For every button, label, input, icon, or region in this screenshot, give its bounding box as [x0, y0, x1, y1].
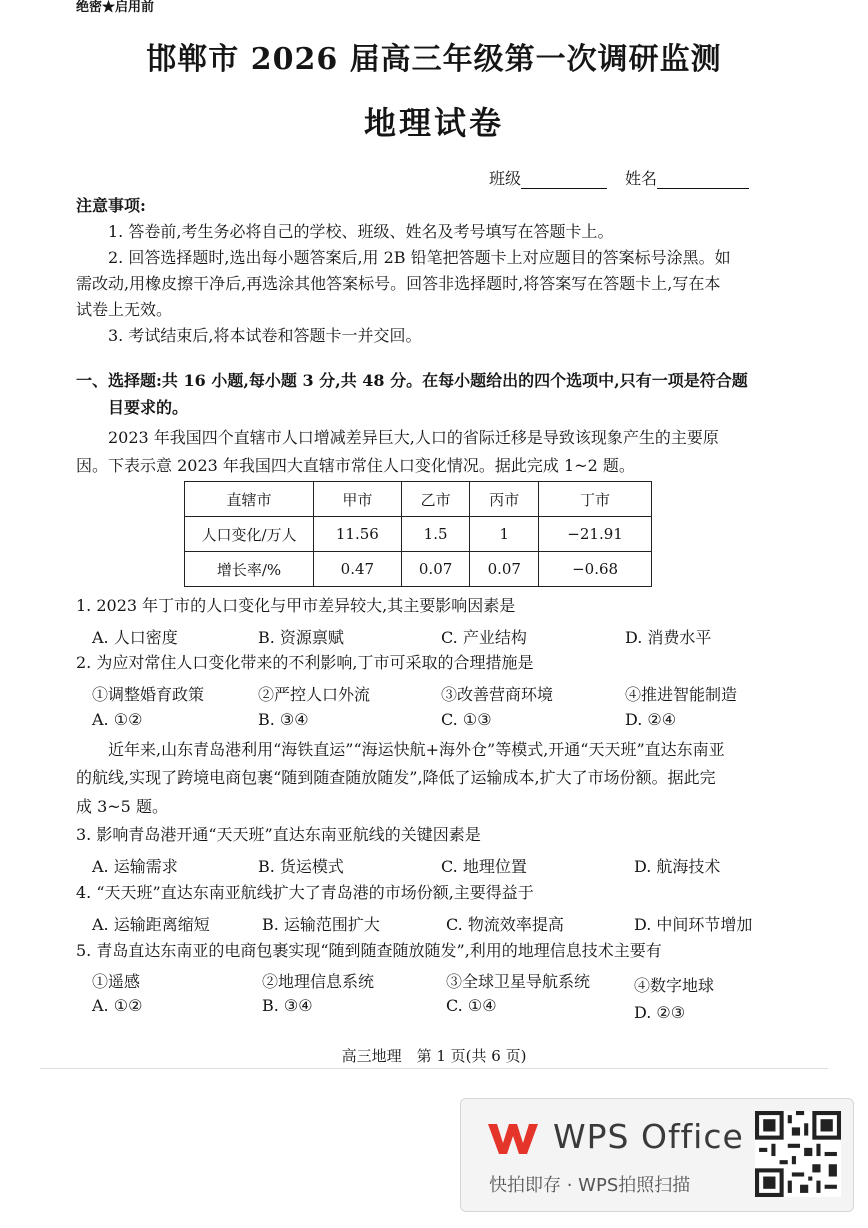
- q2-statement-2: ②严控人口外流: [258, 685, 371, 704]
- note-item-1: 1. 答卷前,考生务必将自己的学校、班级、姓名及考号填写在答题卡上。: [108, 222, 614, 241]
- name-field: [625, 166, 749, 189]
- wps-brand-name: WPS Office: [553, 1117, 744, 1156]
- table-cell: 增长率/%: [185, 552, 314, 587]
- exam-title: 邯郸市 2026 届高三年级第一次调研监测: [146, 42, 722, 77]
- table-cell: 人口变化/万人: [185, 517, 314, 552]
- q1-option-c: C. 产业结构: [441, 628, 527, 647]
- q3-option-d: D. 航海技术: [634, 857, 721, 876]
- q3-stem: 3. 影响青岛港开通“天天班”直达东南亚航线的关键因素是: [76, 825, 481, 844]
- q4-stem: 4. “天天班”直达东南亚航线扩大了青岛港的市场份额,主要得益于: [76, 883, 534, 902]
- table-cell: −21.91: [539, 517, 652, 552]
- population-table: [184, 481, 652, 587]
- table-header-cell: 丁市: [539, 482, 652, 517]
- table-header-row: [185, 482, 652, 517]
- class-blank: [521, 169, 607, 189]
- table-cell: 0.47: [314, 552, 402, 587]
- q3-option-c: C. 地理位置: [441, 857, 527, 876]
- q3-option-b: B. 货运模式: [258, 857, 344, 876]
- q5-statement-2: ②地理信息系统: [262, 972, 375, 991]
- q5-option-c: C. ①④: [446, 996, 497, 1015]
- table-header-cell: 丙市: [470, 482, 539, 517]
- q5-option-a: A. ①②: [92, 996, 143, 1015]
- passage2-line3: 成 3~5 题。: [76, 797, 168, 816]
- subject-title: 地理试卷: [363, 104, 504, 142]
- q4-option-d: D. 中间环节增加: [634, 915, 753, 934]
- page-divider: [40, 1068, 828, 1069]
- page-footer: 高三地理 第 1 页(共 6 页): [341, 1047, 527, 1065]
- wps-logo-icon: [485, 1119, 541, 1159]
- q2-option-d: D. ②④: [625, 710, 677, 729]
- q1-option-a: A. 人口密度: [92, 628, 178, 647]
- class-label: 班级: [489, 169, 522, 188]
- q1-option-d: D. 消费水平: [625, 628, 712, 647]
- q5-option-d: D. ②③: [634, 1003, 686, 1022]
- q4-option-a: A. 运输距离缩短: [92, 915, 210, 934]
- class-field: [489, 166, 607, 189]
- secret-label: 绝密★启用前: [76, 0, 155, 15]
- q2-option-b: B. ③④: [258, 710, 309, 729]
- section1-heading-line1: 一、选择题:共 16 小题,每小题 3 分,共 48 分。在每小题给出的四个选项中,只有一项是符合题: [76, 371, 748, 390]
- note-item-2-line3: 试卷上无效。: [76, 300, 173, 319]
- name-label: 姓名: [625, 169, 658, 188]
- table-header-cell: 直辖市: [185, 482, 314, 517]
- table-cell: 0.07: [401, 552, 470, 587]
- table-cell: 11.56: [314, 517, 402, 552]
- notes-heading: 注意事项:: [76, 196, 146, 215]
- name-blank: [657, 169, 749, 189]
- q5-statement-3: ③全球卫星导航系统: [446, 972, 591, 991]
- table-header-cell: 甲市: [314, 482, 402, 517]
- table-row: [185, 517, 652, 552]
- q2-statement-4: ④推进智能制造: [625, 685, 738, 704]
- q2-statement-1: ①调整婚育政策: [92, 685, 205, 704]
- q4-option-c: C. 物流效率提高: [446, 915, 564, 934]
- passage2-line1: 近年来,山东青岛港利用“海铁直运”“海运快航+海外仓”等模式,开通“天天班”直达东南亚: [108, 740, 725, 759]
- table-row: [185, 552, 652, 587]
- q1-stem: 1. 2023 年丁市的人口变化与甲市差异较大,其主要影响因素是: [76, 596, 516, 615]
- table-cell: 0.07: [470, 552, 539, 587]
- q5-statement-1: ①遥感: [92, 972, 141, 991]
- q5-option-b: B. ③④: [262, 996, 313, 1015]
- table-cell: 1: [470, 517, 539, 552]
- section1-heading-line2: 目要求的。: [108, 398, 189, 417]
- wps-watermark: [460, 1098, 854, 1212]
- q2-stem: 2. 为应对常住人口变化带来的不利影响,丁市可采取的合理措施是: [76, 653, 534, 672]
- qr-code-icon: [755, 1111, 841, 1197]
- table-cell: 1.5: [401, 517, 470, 552]
- note-item-2-line2: 需改动,用橡皮擦干净后,再选涂其他答案标号。回答非选择题时,将答案写在答题卡上,写在本: [76, 274, 721, 293]
- q4-option-b: B. 运输范围扩大: [262, 915, 380, 934]
- note-item-2-line1: 2. 回答选择题时,选出每小题答案后,用 2B 铅笔把答题卡上对应题目的答案标号涂黑。如: [108, 248, 731, 267]
- note-item-3: 3. 考试结束后,将本试卷和答题卡一并交回。: [108, 326, 422, 345]
- q2-option-a: A. ①②: [92, 710, 143, 729]
- q3-option-a: A. 运输需求: [92, 857, 178, 876]
- passage1-line2: 因。下表示意 2023 年我国四大直辖市常住人口变化情况。据此完成 1~2 题。: [76, 456, 635, 475]
- q2-statement-3: ③改善营商环境: [441, 685, 554, 704]
- q5-stem: 5. 青岛直达东南亚的电商包裹实现“随到随查随放随发”,利用的地理信息技术主要有: [76, 941, 662, 960]
- q2-option-c: C. ①③: [441, 710, 492, 729]
- table-header-cell: 乙市: [401, 482, 470, 517]
- passage1-line1: 2023 年我国四个直辖市人口增减差异巨大,人口的省际迁移是导致该现象产生的主要原: [108, 428, 719, 447]
- passage2-line2: 的航线,实现了跨境电商包裹“随到随查随放随发”,降低了运输成本,扩大了市场份额。据此完: [76, 768, 716, 787]
- q5-statement-4: ④数字地球: [634, 976, 715, 995]
- table-cell: −0.68: [539, 552, 652, 587]
- q1-option-b: B. 资源禀赋: [258, 628, 344, 647]
- wps-subtitle: 快拍即存 · WPS拍照扫描: [489, 1175, 691, 1196]
